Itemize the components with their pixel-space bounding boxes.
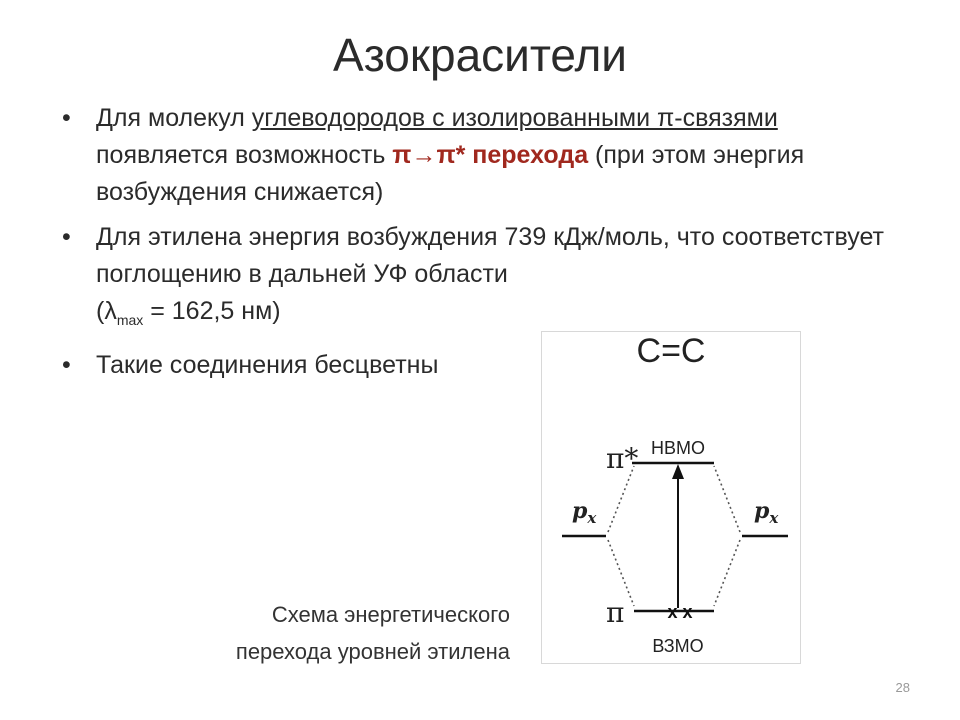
slide-title: Азокрасители	[333, 29, 627, 81]
bullet-marker: •	[62, 351, 71, 379]
px-left-label: $p_x$	[572, 498, 597, 527]
px-right-label: $p_x$	[754, 498, 779, 527]
bullet-1-post: (при этом энергия возбуждения снижается)	[96, 141, 805, 206]
bullet-marker: •	[62, 223, 71, 251]
lumo-label: НВМО	[651, 438, 705, 458]
bullet-1-underlined: углеводородов с изолированными π-связями	[251, 104, 778, 132]
electron-pair: x x	[667, 602, 693, 622]
formula-label: C=C	[636, 332, 706, 370]
pi-label: π	[606, 596, 625, 629]
bullet-2-lambda-value: = 162,5 нм)	[143, 297, 281, 325]
caption-line-1: Схема энергетического	[271, 602, 510, 627]
bullet-marker: •	[62, 104, 71, 132]
correlation-lines	[608, 466, 740, 606]
bullet-1-pre: Для молекул	[96, 104, 252, 132]
bullet-3-text: Такие соединения бесцветны	[96, 351, 439, 379]
transition-arrow-head	[672, 464, 684, 479]
bullet-1-highlight: π→π* перехода	[392, 141, 589, 169]
bullet-2-lambda: (λ	[96, 297, 117, 325]
diagram-caption	[130, 596, 510, 670]
energy-level-diagram	[541, 331, 801, 664]
bullet-1-mid: появляется возможность	[96, 141, 393, 169]
bullet-2-lambda-sub: max	[116, 312, 144, 328]
slide-number: 28	[895, 680, 910, 695]
bullet-2-text: Для этилена энергия возбуждения 739 кДж/моль, что соответствует поглощению в дальней УФ области	[96, 223, 884, 288]
bullet-item-1	[62, 100, 912, 211]
bullet-item-2	[62, 219, 912, 339]
caption-line-2: перехода уровней этилена	[235, 639, 510, 664]
homo-label: ВЗМО	[652, 636, 704, 656]
pi-star-label: π*	[606, 442, 639, 475]
